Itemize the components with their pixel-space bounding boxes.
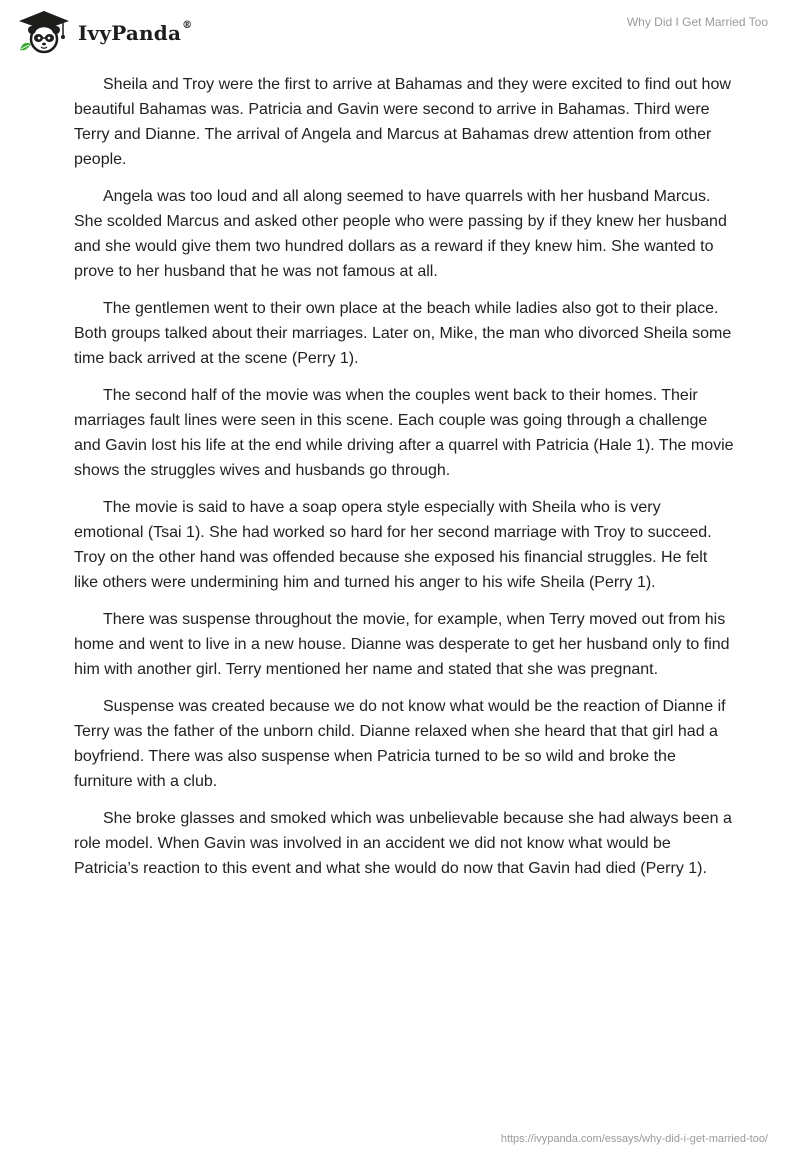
registered-mark: ® xyxy=(182,20,193,32)
paragraph: Suspense was created because we do not know what would be the reaction of Dianne if Terry was the father of the unborn child. Dianne relaxed when she heard that that girl had a boyfriend. There was also suspense when Patricia turned to be so wild and broke the furniture with a club. xyxy=(74,698,726,790)
paragraph: There was suspense throughout the movie, for example, when Terry moved out from his home and went to live in a new house. Dianne was desperate to get her husband only to find him with another girl. Terry mentioned her name and stated that she was pregnant. xyxy=(74,611,730,678)
paragraph: The second half of the movie was when the couples went back to their homes. Their marriages fault lines were seen in this scene. Each couple was going through a challenge and Gavin lost his life at the end while driving after a quarrel with Patricia (Hale 1). The movie shows the struggles wives and husbands go through. xyxy=(74,387,734,479)
document-title: Why Did I Get Married Too xyxy=(626,15,768,29)
page-header xyxy=(0,0,800,70)
source-url-link[interactable]: https://ivypanda.com/essays/why-did-i-get-married-too/ xyxy=(500,1133,768,1145)
essay-body xyxy=(74,72,734,893)
brand-name: IvyPanda® xyxy=(78,20,193,45)
panda-graduate-icon xyxy=(14,8,74,56)
paragraph: The movie is said to have a soap opera style especially with Sheila who is very emotional (Tsai 1). She had worked so hard for her second marriage with Troy to succeed. Troy on the other hand was offended because she exposed his financial struggles. He felt like others were undermining him and turned his anger to his wife Sheila (Perry 1). xyxy=(74,499,712,591)
paragraph: The gentlemen went to their own place at the beach while ladies also got to their place. Both groups talked about their marriages. Later on, Mike, the man who divorced Sheila some time back arrived at the scene (Perry 1). xyxy=(74,300,732,367)
paragraph: Angela was too loud and all along seemed to have quarrels with her husband Marcus. She scolded Marcus and asked other people who were passing by if they knew her husband and she would give them two hundred dollars as a reward if they knew him. She wanted to prove to her husband that he was not famous at all. xyxy=(74,188,727,280)
ivypanda-logo[interactable] xyxy=(14,8,192,56)
paragraph: She broke glasses and smoked which was unbelievable because she had always been a role model. When Gavin was involved in an accident we did not know what would be Patricia’s reaction to this event and what she would do now that Gavin had died (Perry 1). xyxy=(74,810,732,877)
paragraph: Sheila and Troy were the first to arrive at Bahamas and they were excited to find out how beautiful Bahamas was. Patricia and Gavin were second to arrive in Bahamas. Third were Terry and Dianne. The arrival of Angela and Marcus at Bahamas drew attention from other people. xyxy=(74,76,731,168)
